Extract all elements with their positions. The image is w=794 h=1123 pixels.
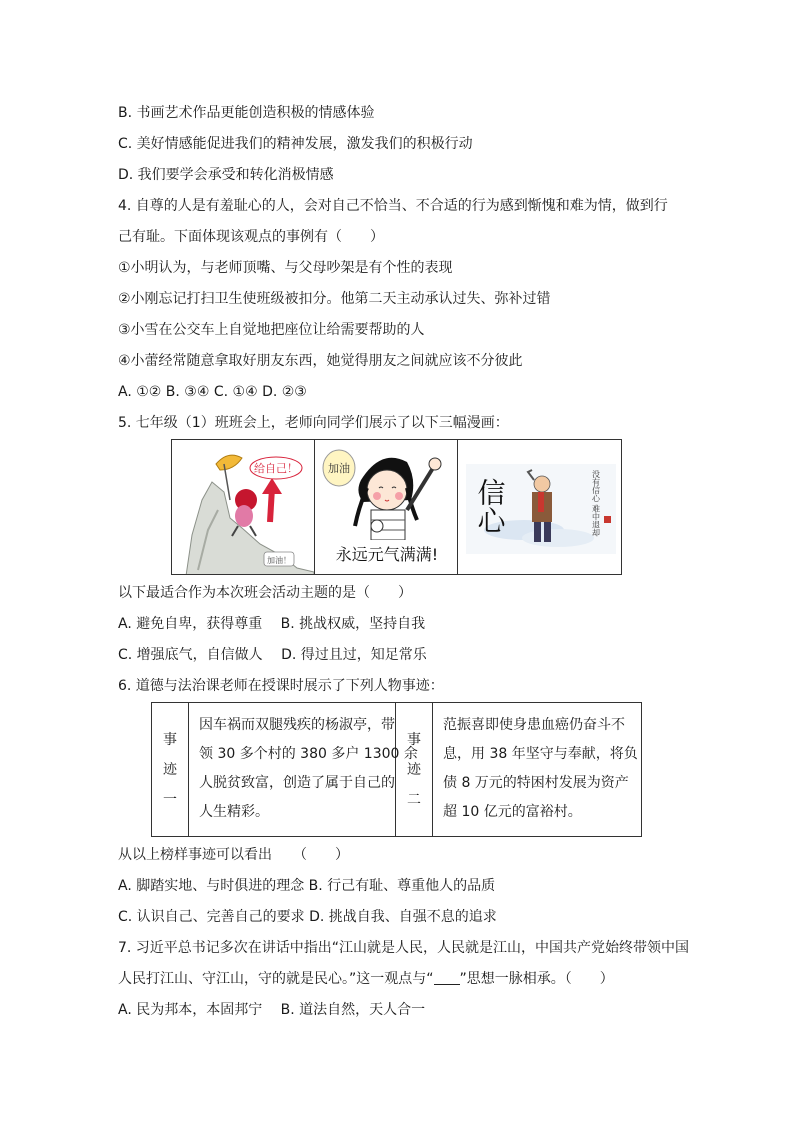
option-3b: B. 书画艺术作品更能创造积极的情感体验 [118,105,375,121]
comic-strip [171,439,622,575]
deed-2-header: 事 迹 二 [396,703,433,836]
statement-1: ①小明认为，与老师顶嘴、与父母吵架是有个性的表现 [118,260,453,276]
girl-illustration [315,440,457,574]
deed-1-header: 事 迹 一 [152,703,189,836]
comic-panel-2 [314,440,457,574]
tag-text: 加油！ [267,556,291,565]
comic-panel-1 [172,440,314,574]
question-6-options-ab: A. 脚踏实地、与时俱进的理念 B. 行己有耻、尊重他人的品质 [118,878,496,894]
question-7-line-2: 人民打江山、守江山，守的就是民心。”这一观点与“ ”思想一脉相承。（ ） [118,971,614,987]
confidence-illustration [458,440,621,574]
calligraphy-text: 没有信心 难中退却 [591,470,601,537]
fill-blank [434,970,460,985]
climber-illustration [172,440,314,574]
jiayou-text: 加油 [328,462,350,475]
question-5-stem: 5. 七年级（1）班班会上，老师向同学们展示了以下三幅漫画： [118,415,509,431]
question-5-stem-2: 以下最适合作为本次班会活动主题的是（ ） [118,585,412,601]
question-4-line-1: 4. 自尊的人是有羞耻心的人，会对自己不恰当、不合适的行为感到惭愧和难为情，做到行 [118,198,668,214]
question-5-options-ab: A. 避免自卑，获得尊重 B. 挑战权威，坚持自我 [118,616,426,632]
question-6-stem-2: 从以上榜样事迹可以看出 （ ） [118,847,349,863]
deed-2-text: 范振喜即使身患血癌仍奋斗不 息，用 38 年坚守与奉献，将负 债 8 万元的特困村发展为资产 超 10 亿元的富裕村。 [443,717,638,820]
statement-4: ④小蕾经常随意拿取好朋友东西，她觉得朋友之间就应该不分彼此 [118,353,523,369]
option-3d: D. 我们要学会承受和转化消极情感 [118,167,334,183]
big-xinxin-text: 信心 [473,478,507,534]
question-6-options-cd: C. 认识自己、完善自己的要求 D. 挑战自我、自强不息的追求 [118,909,497,925]
comic-panel-3 [457,440,621,574]
bubble-text: 给自己！ [254,462,298,475]
deeds-table [151,702,642,837]
caption-text: 永远元气满满! [335,545,439,564]
question-7-options-ab: A. 民为邦本，本固邦宁 B. 道法自然，天人合一 [118,1002,426,1018]
question-7-line-1: 7. 习近平总书记多次在讲话中指出“江山就是人民，人民就是江山，中国共产党始终带领中国 [118,940,690,956]
question-6-stem: 6. 道德与法治课老师在授课时展示了下列人物事迹： [118,678,444,694]
option-3c: C. 美好情感能促进我们的精神发展，激发我们的积极行动 [118,136,473,152]
question-4-line-2: 己有耻。下面体现该观点的事例有（ ） [118,229,384,245]
statement-3: ③小雪在公交车上自觉地把座位让给需要帮助的人 [118,322,425,338]
question-5-options-cd: C. 增强底气，自信做人 D. 得过且过，知足常乐 [118,647,427,663]
statement-2: ②小刚忘记打扫卫生使班级被扣分。他第二天主动承认过失、弥补过错 [118,291,551,307]
question-4-options: A. ①② B. ③④ C. ①④ D. ②③ [118,384,307,400]
deed-1-text: 因车祸而双腿残疾的杨淑亭，带 领 30 多个村的 380 多户 1300 余 人脱贫致富，创造了属于自己的 人生精彩。 [189,703,396,836]
